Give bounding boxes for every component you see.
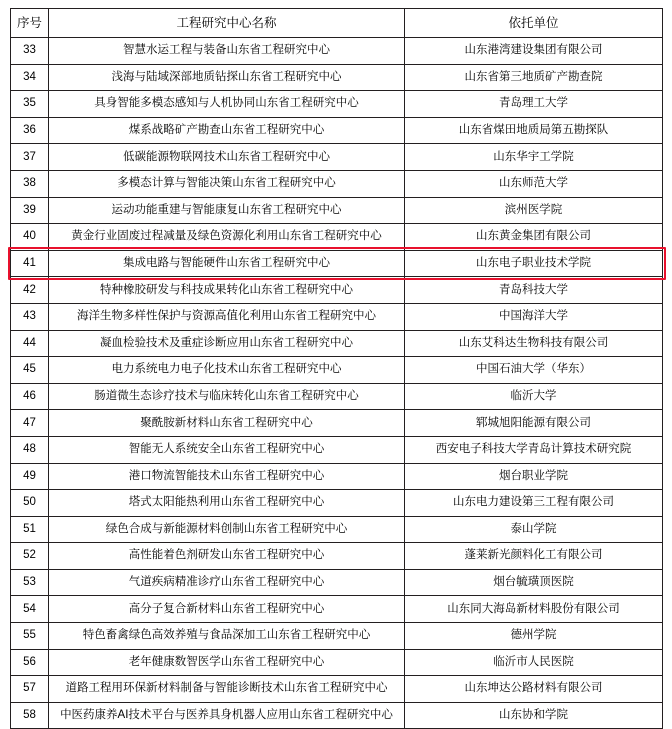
table-row [11, 197, 663, 224]
cell-supporting-unit: 郓城旭阳能源有限公司 [405, 410, 663, 437]
table-row [11, 277, 663, 304]
cell-center-name: 肠道微生态诊疗技术与临床转化山东省工程研究中心 [49, 383, 405, 410]
cell-no: 41 [11, 250, 49, 277]
cell-no: 33 [11, 38, 49, 65]
cell-no: 56 [11, 649, 49, 676]
cell-no: 49 [11, 463, 49, 490]
table-row [11, 117, 663, 144]
cell-supporting-unit: 烟台毓璜顶医院 [405, 569, 663, 596]
cell-no: 46 [11, 383, 49, 410]
cell-supporting-unit: 德州学院 [405, 623, 663, 650]
cell-supporting-unit: 山东电子职业技术学院 [405, 250, 663, 277]
cell-no: 53 [11, 569, 49, 596]
cell-no: 34 [11, 64, 49, 91]
cell-center-name: 智能无人系统安全山东省工程研究中心 [49, 436, 405, 463]
cell-no: 45 [11, 357, 49, 384]
cell-center-name: 海洋生物多样性保护与资源高值化利用山东省工程研究中心 [49, 303, 405, 330]
cell-no: 40 [11, 224, 49, 251]
cell-center-name: 凝血检验技术及重症诊断应用山东省工程研究中心 [49, 330, 405, 357]
cell-center-name: 多模态计算与智能决策山东省工程研究中心 [49, 170, 405, 197]
cell-center-name: 道路工程用环保新材料制备与智能诊断技术山东省工程研究中心 [49, 676, 405, 703]
cell-supporting-unit: 山东艾科达生物科技有限公司 [405, 330, 663, 357]
cell-no: 39 [11, 197, 49, 224]
table-header [11, 9, 663, 38]
table-body [11, 38, 663, 729]
table-row [11, 676, 663, 703]
table-row [11, 38, 663, 65]
cell-no: 47 [11, 410, 49, 437]
table-row [11, 383, 663, 410]
table-row [11, 702, 663, 729]
cell-no: 37 [11, 144, 49, 171]
cell-no: 52 [11, 543, 49, 570]
table-row [11, 463, 663, 490]
table-row [11, 516, 663, 543]
cell-supporting-unit: 滨州医学院 [405, 197, 663, 224]
cell-center-name: 集成电路与智能硬件山东省工程研究中心 [49, 250, 405, 277]
table-row [11, 596, 663, 623]
cell-center-name: 中医药康养AI技术平台与医养具身机器人应用山东省工程研究中心 [49, 702, 405, 729]
cell-supporting-unit: 山东华宇工学院 [405, 144, 663, 171]
table-row [11, 250, 663, 277]
cell-center-name: 电力系统电力电子化技术山东省工程研究中心 [49, 357, 405, 384]
cell-center-name: 低碳能源物联网技术山东省工程研究中心 [49, 144, 405, 171]
engineering-research-centers-table [10, 8, 663, 729]
cell-supporting-unit: 山东省煤田地质局第五勘探队 [405, 117, 663, 144]
table-row [11, 410, 663, 437]
cell-no: 35 [11, 91, 49, 118]
column-header-no: 序号 [11, 9, 49, 38]
cell-no: 38 [11, 170, 49, 197]
cell-center-name: 老年健康数智医学山东省工程研究中心 [49, 649, 405, 676]
cell-supporting-unit: 山东省第三地质矿产勘查院 [405, 64, 663, 91]
cell-no: 48 [11, 436, 49, 463]
cell-supporting-unit: 蓬莱新光颜料化工有限公司 [405, 543, 663, 570]
cell-center-name: 特色畜禽绿色高效养殖与食品深加工山东省工程研究中心 [49, 623, 405, 650]
cell-supporting-unit: 中国石油大学（华东） [405, 357, 663, 384]
cell-supporting-unit: 青岛理工大学 [405, 91, 663, 118]
table-row [11, 490, 663, 517]
cell-supporting-unit: 泰山学院 [405, 516, 663, 543]
cell-supporting-unit: 烟台职业学院 [405, 463, 663, 490]
cell-center-name: 具身智能多模态感知与人机协同山东省工程研究中心 [49, 91, 405, 118]
table-row [11, 64, 663, 91]
table-row [11, 357, 663, 384]
table-row [11, 436, 663, 463]
table-row [11, 224, 663, 251]
table-header-row [11, 9, 663, 38]
cell-supporting-unit: 青岛科技大学 [405, 277, 663, 304]
cell-no: 54 [11, 596, 49, 623]
cell-no: 55 [11, 623, 49, 650]
cell-no: 58 [11, 702, 49, 729]
cell-supporting-unit: 山东港湾建设集团有限公司 [405, 38, 663, 65]
cell-supporting-unit: 山东同大海岛新材料股份有限公司 [405, 596, 663, 623]
table-row [11, 91, 663, 118]
table-row [11, 330, 663, 357]
column-header-name: 工程研究中心名称 [49, 9, 405, 38]
cell-center-name: 运动功能重建与智能康复山东省工程研究中心 [49, 197, 405, 224]
cell-supporting-unit: 山东坤达公路材料有限公司 [405, 676, 663, 703]
table-row [11, 569, 663, 596]
cell-no: 51 [11, 516, 49, 543]
cell-no: 57 [11, 676, 49, 703]
cell-center-name: 浅海与陆域深部地质钻探山东省工程研究中心 [49, 64, 405, 91]
cell-supporting-unit: 山东黄金集团有限公司 [405, 224, 663, 251]
cell-supporting-unit: 中国海洋大学 [405, 303, 663, 330]
cell-center-name: 塔式太阳能热利用山东省工程研究中心 [49, 490, 405, 517]
cell-center-name: 黄金行业固废过程减量及绿色资源化利用山东省工程研究中心 [49, 224, 405, 251]
cell-supporting-unit: 临沂市人民医院 [405, 649, 663, 676]
table-row [11, 649, 663, 676]
cell-center-name: 高分子复合新材料山东省工程研究中心 [49, 596, 405, 623]
cell-center-name: 聚酰胺新材料山东省工程研究中心 [49, 410, 405, 437]
table-row [11, 543, 663, 570]
column-header-unit: 依托单位 [405, 9, 663, 38]
cell-center-name: 特种橡胶研发与科技成果转化山东省工程研究中心 [49, 277, 405, 304]
cell-no: 50 [11, 490, 49, 517]
cell-supporting-unit: 西安电子科技大学青岛计算技术研究院 [405, 436, 663, 463]
cell-center-name: 绿色合成与新能源材料创制山东省工程研究中心 [49, 516, 405, 543]
cell-supporting-unit: 临沂大学 [405, 383, 663, 410]
cell-no: 42 [11, 277, 49, 304]
table-row [11, 144, 663, 171]
table-row [11, 303, 663, 330]
cell-supporting-unit: 山东师范大学 [405, 170, 663, 197]
cell-center-name: 气道疾病精准诊疗山东省工程研究中心 [49, 569, 405, 596]
cell-center-name: 高性能着色剂研发山东省工程研究中心 [49, 543, 405, 570]
cell-center-name: 智慧水运工程与装备山东省工程研究中心 [49, 38, 405, 65]
cell-no: 36 [11, 117, 49, 144]
cell-no: 44 [11, 330, 49, 357]
table-row [11, 170, 663, 197]
cell-supporting-unit: 山东电力建设第三工程有限公司 [405, 490, 663, 517]
cell-no: 43 [11, 303, 49, 330]
cell-center-name: 煤系战略矿产勘查山东省工程研究中心 [49, 117, 405, 144]
cell-supporting-unit: 山东协和学院 [405, 702, 663, 729]
cell-center-name: 港口物流智能技术山东省工程研究中心 [49, 463, 405, 490]
table-row [11, 623, 663, 650]
